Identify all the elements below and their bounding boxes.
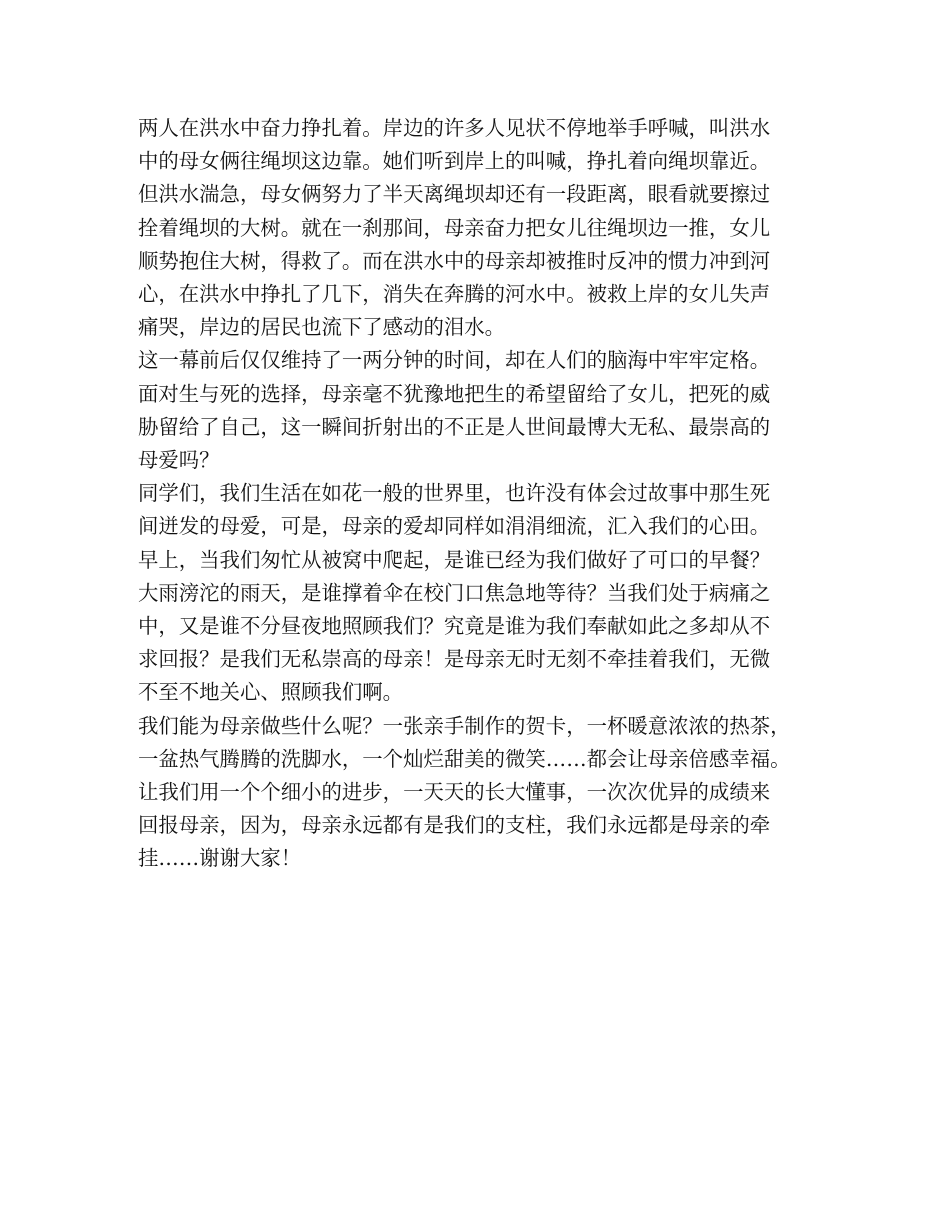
text-line: 顺势抱住大树，得救了。而在洪水中的母亲却被推时反冲的惯力冲到河	[138, 248, 771, 273]
text-line: 一盆热气腾腾的洗脚水，一个灿烂甜美的微笑……都会让母亲倍感幸福。	[138, 746, 791, 771]
text-line: 回报母亲，因为，母亲永远都有是我们的支柱，我们永远都是母亲的牵	[138, 813, 771, 838]
text-line: 面对生与死的选择，母亲毫不犹豫地把生的希望留给了女儿，把死的威	[138, 381, 771, 406]
text-line: 我们能为母亲做些什么呢？一张亲手制作的贺卡，一杯暖意浓浓的热茶，	[138, 713, 791, 738]
text-line: 挂……谢谢大家！	[138, 846, 302, 871]
document-body	[138, 112, 838, 876]
text-line: 同学们，我们生活在如花一般的世界里，也许没有体会过故事中那生死	[138, 481, 771, 506]
text-line: 早上，当我们匆忙从被窝中爬起，是谁已经为我们做好了可口的早餐？	[138, 547, 771, 572]
text-line: 让我们用一个个细小的进步，一天天的长大懂事，一次次优异的成绩来	[138, 780, 771, 805]
text-line: 母爱吗？	[138, 448, 220, 473]
text-line: 这一幕前后仅仅维持了一两分钟的时间，却在人们的脑海中牢牢定格。	[138, 348, 771, 373]
text-line: 但洪水湍急，母女俩努力了半天离绳坝却还有一段距离，眼看就要擦过	[138, 182, 771, 207]
text-line: 胁留给了自己，这一瞬间折射出的不正是人世间最博大无私、最崇高的	[138, 414, 771, 439]
text-line: 拴着绳坝的大树。就在一刹那间，母亲奋力把女儿往绳坝边一推，女儿	[138, 215, 771, 240]
text-line: 中，又是谁不分昼夜地照顾我们？究竟是谁为我们奉献如此之多却从不	[138, 614, 771, 639]
text-line: 痛哭，岸边的居民也流下了感动的泪水。	[138, 315, 506, 340]
text-line: 间迸发的母爱，可是，母亲的爱却同样如涓涓细流，汇入我们的心田。	[138, 514, 771, 539]
text-line: 心，在洪水中挣扎了几下，消失在奔腾的河水中。被救上岸的女儿失声	[138, 282, 771, 307]
text-line: 大雨滂沱的雨天，是谁撑着伞在校门口焦急地等待？当我们处于病痛之	[138, 580, 771, 605]
text-line: 不至不地关心、照顾我们啊。	[138, 680, 404, 705]
text-line: 求回报？是我们无私崇高的母亲！是母亲无时无刻不牵挂着我们，无微	[138, 647, 771, 672]
text-line: 两人在洪水中奋力挣扎着。岸边的许多人见状不停地举手呼喊，叫洪水	[138, 116, 771, 140]
text-line: 中的母女俩往绳坝这边靠。她们听到岸上的叫喊，挣扎着向绳坝靠近。	[138, 149, 771, 174]
